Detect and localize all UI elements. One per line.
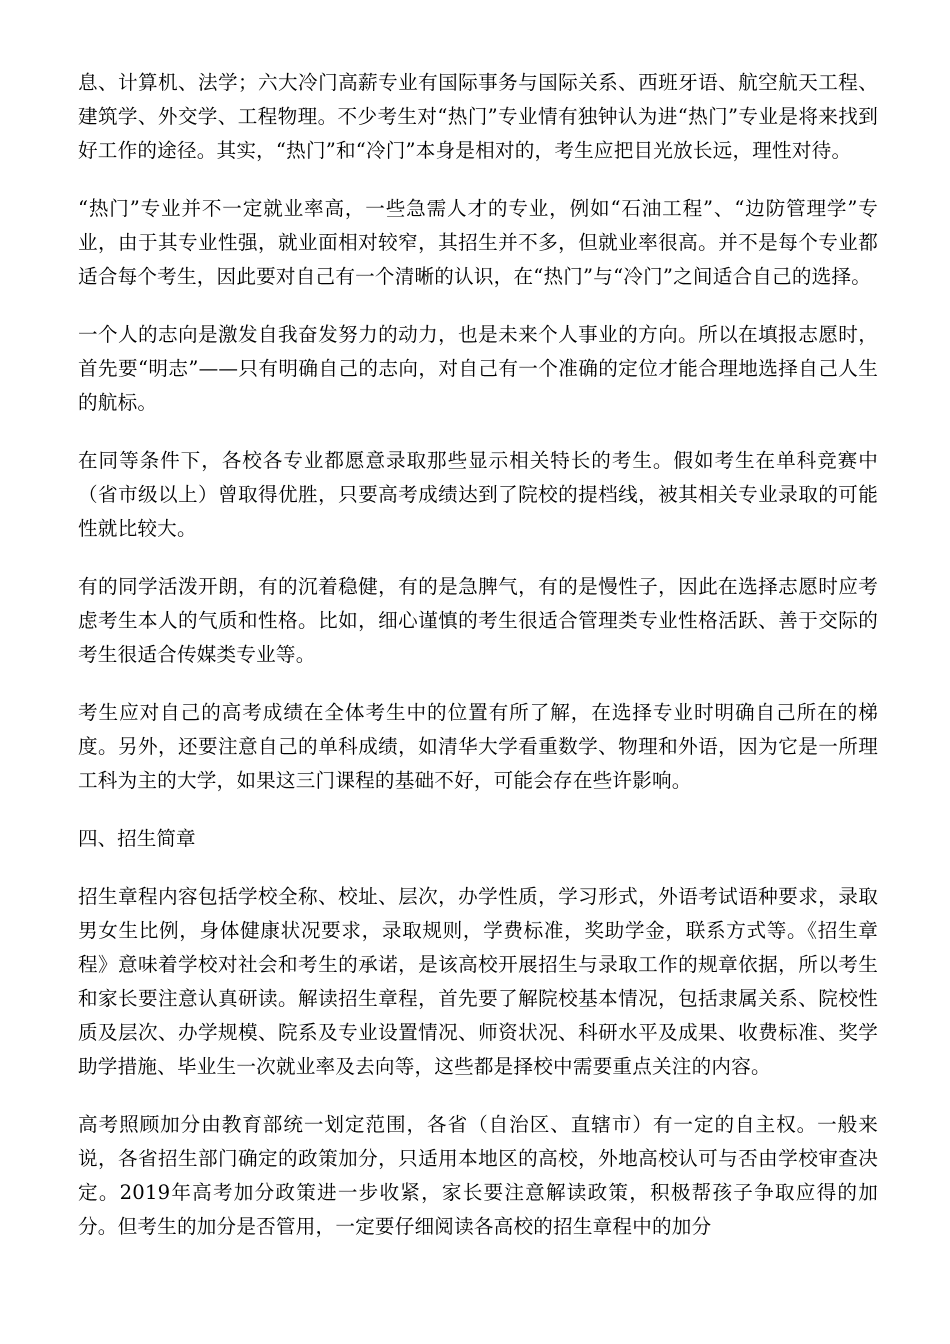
paragraph-2: “热门”专业并不一定就业率高，一些急需人才的专业，例如“石油工程”、“边防管理学”专业，由于其专业性强，就业面相对较窄，其招生并不多，但就业率很高。并不是每个专业都适合每个考生，因此要对自己有一个清晰的认识，在“热门”与“冷门”之间适合自己的选择。	[78, 197, 878, 288]
paragraph-7: 招生章程内容包括学校全称、校址、层次，办学性质，学习形式，外语考试语种要求，录取男女生比例，身体健康状况要求，录取规则，学费标准，奖助学金，联系方式等。《招生章程》意味着学校对社会和考生的承诺，是该高校开展招生与录取工作的规章依据，所以考生和家长要注意认真研读。解读招生章程，首先要了解院校基本情况，包括隶属关系、院校性质及层次、办学规模、院系及专业设置情况、师资状况、科研水平及成果、收费标准、奖学助学措施、毕业生一次就业率及去向等，这些都是择校中需要重点关注的内容。	[78, 885, 878, 1078]
paragraph-5: 有的同学活泼开朗，有的沉着稳健，有的是急脾气，有的是慢性子，因此在选择志愿时应考虑考生本人的气质和性格。比如，细心谨慎的考生很适合管理类专业性格活跃、善于交际的考生很适合传媒类专业等。	[78, 575, 878, 666]
paragraph-6: 考生应对自己的高考成绩在全体考生中的位置有所了解，在选择专业时明确自己所在的梯度。另外，还要注意自己的单科成绩，如清华大学看重数学、物理和外语，因为它是一所理工科为主的大学，如果这三门课程的基础不好，可能会存在些许影响。	[78, 701, 878, 792]
section-heading: 四、招生简章	[78, 827, 196, 850]
paragraph-8: 高考照顾加分由教育部统一划定范围，各省（自治区、直辖市）有一定的自主权。一般来说，各省招生部门确定的政策加分，只适用本地区的高校，外地高校认可与否由学校审查决定。2019年高考加分政策进一步收紧，家长要注意解读政策，积极帮孩子争取应得的加分。但考生的加分是否管用，一定要仔细阅读各高校的招生章程中的加分	[78, 1113, 878, 1238]
paragraph-1: 息、计算机、法学；六大冷门高薪专业有国际事务与国际关系、西班牙语、航空航天工程、建筑学、外交学、工程物理。不少考生对“热门”专业情有独钟认为进“热门”专业是将来找到好工作的途径。其实，“热门”和“冷门”本身是相对的，考生应把目光放长远，理性对待。	[78, 71, 878, 162]
paragraph-3: 一个人的志向是激发自我奋发努力的动力，也是未来个人事业的方向。所以在填报志愿时，首先要“明志”——只有明确自己的志向，对自己有一个准确的定位才能合理地选择自己人生的航标。	[78, 323, 878, 414]
paragraph-4: 在同等条件下，各校各专业都愿意录取那些显示相关特长的考生。假如考生在单科竞赛中（省市级以上）曾取得优胜，只要高考成绩达到了院校的提档线，被其相关专业录取的可能性就比较大。	[78, 449, 878, 540]
document-page	[78, 66, 878, 1268]
